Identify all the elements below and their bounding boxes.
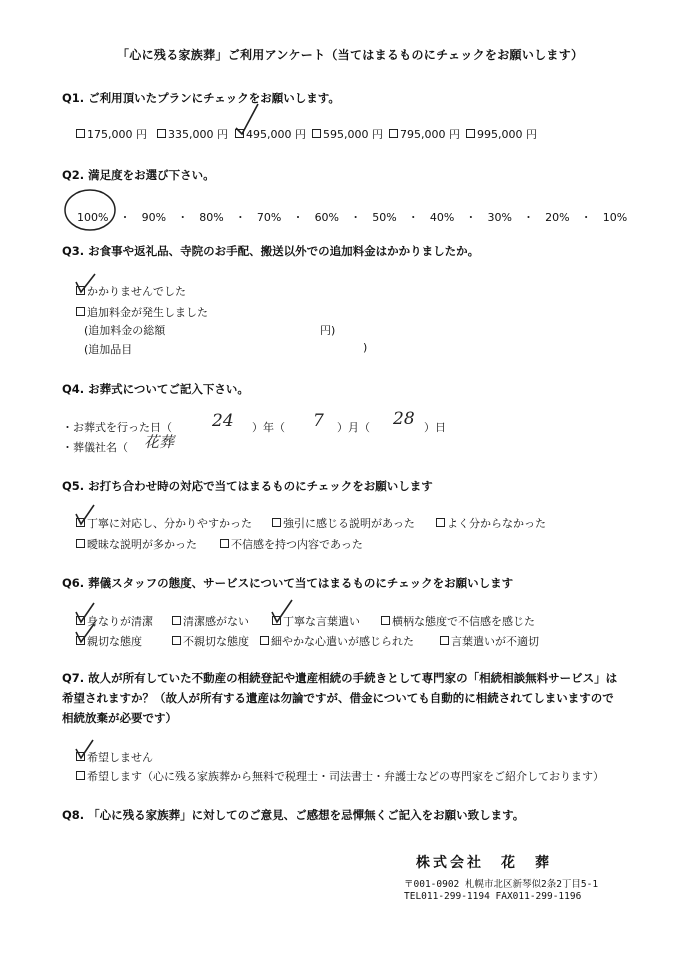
scale-option-40[interactable]: 40%	[429, 211, 455, 224]
q8-question: Q8. 「心に残る家族葬」に対してのご意見、ご感想を忌憚無くご記入をお願い致します。	[62, 808, 525, 822]
scale-separator: ・	[292, 211, 304, 224]
selection-circle-icon	[65, 190, 115, 230]
q4-date-label: ・お葬式を行った日（	[62, 421, 172, 434]
q4-day-value[interactable]: 28	[393, 409, 415, 429]
scale-separator: ・	[350, 211, 362, 224]
q1-option-795000[interactable]: 795,000 円	[389, 126, 460, 142]
check-mark-icon	[76, 505, 94, 524]
q6-option-arrogant[interactable]: 横柄な態度で不信感を感じた	[381, 613, 535, 629]
q4-year-value[interactable]: 24	[212, 411, 234, 431]
q6-option-polite-language[interactable]: 丁寧な言葉遣い	[272, 613, 360, 629]
q4-day-unit: ）日	[424, 421, 446, 434]
q1-option-995000[interactable]: 995,000 円	[466, 126, 537, 142]
q4-month-value[interactable]: 7	[313, 411, 324, 431]
scale-separator: ・	[119, 211, 131, 224]
q6-option-improper-language[interactable]: 言葉遣いが不適切	[440, 633, 539, 649]
scale-separator: ・	[523, 211, 535, 224]
q3-total-label: (追加料金の総額	[84, 324, 166, 337]
q7-option-request[interactable]: 希望します（心に残る家族葬から無料で税理士・司法書士・弁護士などの専門家をご紹介しております）	[76, 768, 604, 784]
q7-question-line-1: Q7. 故人が所有していた不動産の相続登記や遺産相続の手続きとして専門家の「相続相談無料サービス」は	[62, 671, 618, 685]
scale-option-80[interactable]: 80%	[199, 211, 224, 224]
q6-option-attentive[interactable]: 細やかな心遣いが感じられた	[260, 633, 414, 649]
scale-option-60[interactable]: 60%	[314, 211, 340, 224]
q6-option-kind[interactable]: 親切な態度	[76, 633, 142, 649]
scale-separator: ・	[407, 211, 419, 224]
q6-option-clean-appearance[interactable]: 身なりが清潔	[76, 613, 153, 629]
company-address: 〒001-0902 札幌市北区新琴似2条2丁目5-1	[404, 879, 599, 890]
q3-items-label: (追加品目	[84, 343, 133, 356]
check-mark-icon	[76, 624, 94, 642]
scale-separator: ・	[234, 211, 246, 224]
q2-question: Q2. 満足度をお選び下さい。	[62, 168, 215, 182]
scale-option-30[interactable]: 30%	[487, 211, 512, 224]
q5-option-unclear[interactable]: よく分からなかった	[436, 515, 546, 531]
scale-option-10[interactable]: 10%	[602, 211, 628, 224]
q3-total-unit: 円)	[320, 324, 336, 337]
scale-separator: ・	[177, 211, 189, 224]
scale-option-70[interactable]: 70%	[256, 211, 282, 224]
q7-question-line-3: 相続放棄が必要です）	[62, 711, 177, 725]
q1-option-175000[interactable]: 175,000 円	[76, 126, 147, 142]
q3-option-additional[interactable]: 追加料金が発生しました	[76, 304, 208, 320]
q7-option-decline[interactable]: 希望しません	[76, 749, 153, 765]
q1-option-335000[interactable]: 335,000 円	[157, 126, 228, 142]
q4-month-unit: ）月（	[337, 421, 370, 434]
q6-question: Q6. 葬儀スタッフの態度、サービスについて当てはまるものにチェックをお願いします	[62, 576, 514, 590]
q5-question: Q5. お打ち合わせ時の対応で当てはまるものにチェックをお願いします	[62, 479, 433, 493]
check-mark-icon	[76, 603, 94, 622]
check-mark-icon	[272, 600, 292, 622]
q5-option-distrust[interactable]: 不信感を持つ内容であった	[220, 536, 363, 552]
q3-option-none[interactable]: かかりませんでした	[76, 283, 186, 299]
scale-option-50[interactable]: 50%	[372, 211, 397, 224]
company-name: 株式会社 花 葬	[416, 855, 552, 871]
q7-question-line-2: 希望されますか？（故人が所有する遺産は勿論ですが、借金についても自動的に相続されてしまいますので	[62, 691, 614, 705]
q1-question: Q1. ご利用頂いたプランにチェックをお願いします。	[62, 91, 340, 105]
survey-title: 「心に残る家族葬」ご利用アンケート（当てはまるものにチェックをお願いします）	[117, 48, 584, 62]
q5-option-polite[interactable]: 丁寧に対応し、分かりやすかった	[76, 515, 252, 531]
check-mark-icon	[76, 274, 95, 292]
company-phone-fax: TEL011-299-1194 FAX011-299-1196	[404, 891, 582, 902]
q4-question: Q4. お葬式についてご記入下さい。	[62, 382, 249, 396]
q6-option-unkind[interactable]: 不親切な態度	[172, 633, 249, 649]
scale-option-20[interactable]: 20%	[545, 211, 570, 224]
q4-company-label: ・葬儀社名（	[62, 441, 128, 454]
scale-option-90[interactable]: 90%	[141, 211, 167, 224]
q4-company-value[interactable]: 花葬	[144, 433, 175, 451]
q4-year-unit: ）年（	[252, 421, 285, 434]
q1-option-595000[interactable]: 595,000 円	[312, 126, 383, 142]
q5-option-vague[interactable]: 曖昧な説明が多かった	[76, 536, 197, 552]
q5-option-pushy[interactable]: 強引に感じる説明があった	[272, 515, 415, 531]
q3-items-close: )	[363, 341, 368, 354]
scale-separator: ・	[580, 211, 592, 224]
scale-option-100[interactable]: 100%	[77, 211, 109, 224]
check-mark-icon	[236, 104, 258, 134]
q1-option-495000[interactable]: 495,000 円	[235, 126, 306, 142]
scale-separator: ・	[465, 211, 477, 224]
q3-question: Q3. お食事や返礼品、寺院のお手配、搬送以外での追加料金はかかりましたか。	[62, 244, 480, 258]
check-mark-icon	[76, 740, 93, 758]
q6-option-not-clean[interactable]: 清潔感がない	[172, 613, 249, 629]
